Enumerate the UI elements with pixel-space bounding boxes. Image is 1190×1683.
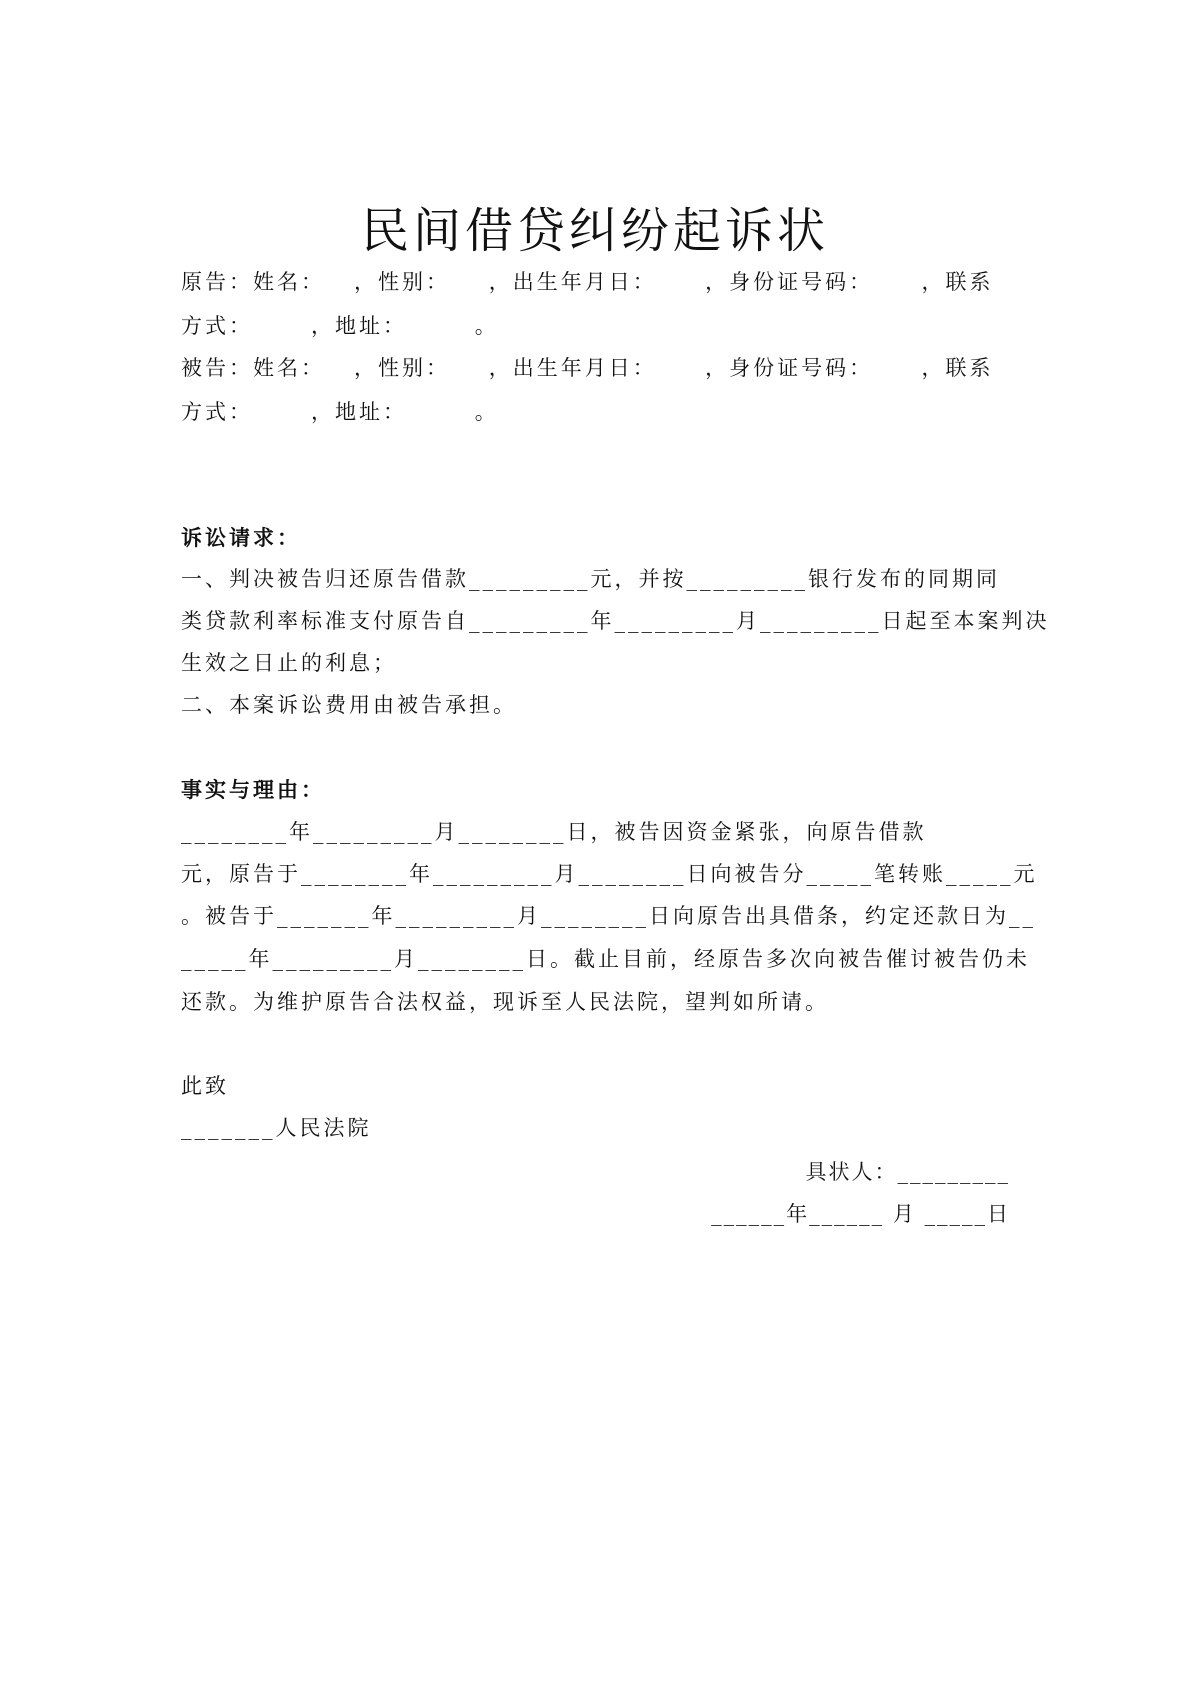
court-name: _______人民法院 xyxy=(181,1116,372,1140)
salutation: 此致 xyxy=(181,1074,229,1098)
facts-line-2: 元，原告于________年_________月________日向被告分_____笔转账_____元 xyxy=(181,862,1038,886)
facts-line-3: 。被告于_______年_________月________日向原告出具借条，约定还款日为__ xyxy=(181,904,1036,928)
facts-line-4: _____年_________月________日。截止目前，经原告多次向被告催讨被告仍未 xyxy=(181,947,1030,971)
defendant-info-line-1: 被告：姓名： ，性别： ，出生年月日： ，身份证号码： ，联系 xyxy=(181,356,994,380)
facts-heading: 事实与理由： xyxy=(181,777,325,802)
plaintiff-info-line-2: 方式： ，地址： 。 xyxy=(181,314,499,338)
signer-line: 具状人：_________ xyxy=(805,1160,1010,1184)
claims-heading: 诉讼请求： xyxy=(181,525,301,550)
claims-line-1: 一、判决被告归还原告借款_________元，并按_________银行发布的同期同 xyxy=(181,567,1000,591)
claims-line-2: 类贷款利率标准支付原告自_________年_________月_________日起至本案判决 xyxy=(181,609,1050,633)
plaintiff-info-line-1: 原告：姓名： ，性别： ，出生年月日： ，身份证号码： ，联系 xyxy=(181,270,994,294)
facts-line-5: 还款。为维护原告合法权益，现诉至人民法院，望判如所请。 xyxy=(181,990,829,1014)
date-line: ______年______ 月 _____日 xyxy=(711,1202,1010,1226)
document-title: 民间借贷纠纷起诉状 xyxy=(360,203,829,259)
defendant-info-line-2: 方式： ，地址： 。 xyxy=(181,400,499,424)
facts-line-1: ________年_________月________日，被告因资金紧张，向原告借款 xyxy=(181,820,927,844)
claims-line-3: 生效之日止的利息； xyxy=(181,651,397,675)
claims-line-4: 二、本案诉讼费用由被告承担。 xyxy=(181,693,517,717)
